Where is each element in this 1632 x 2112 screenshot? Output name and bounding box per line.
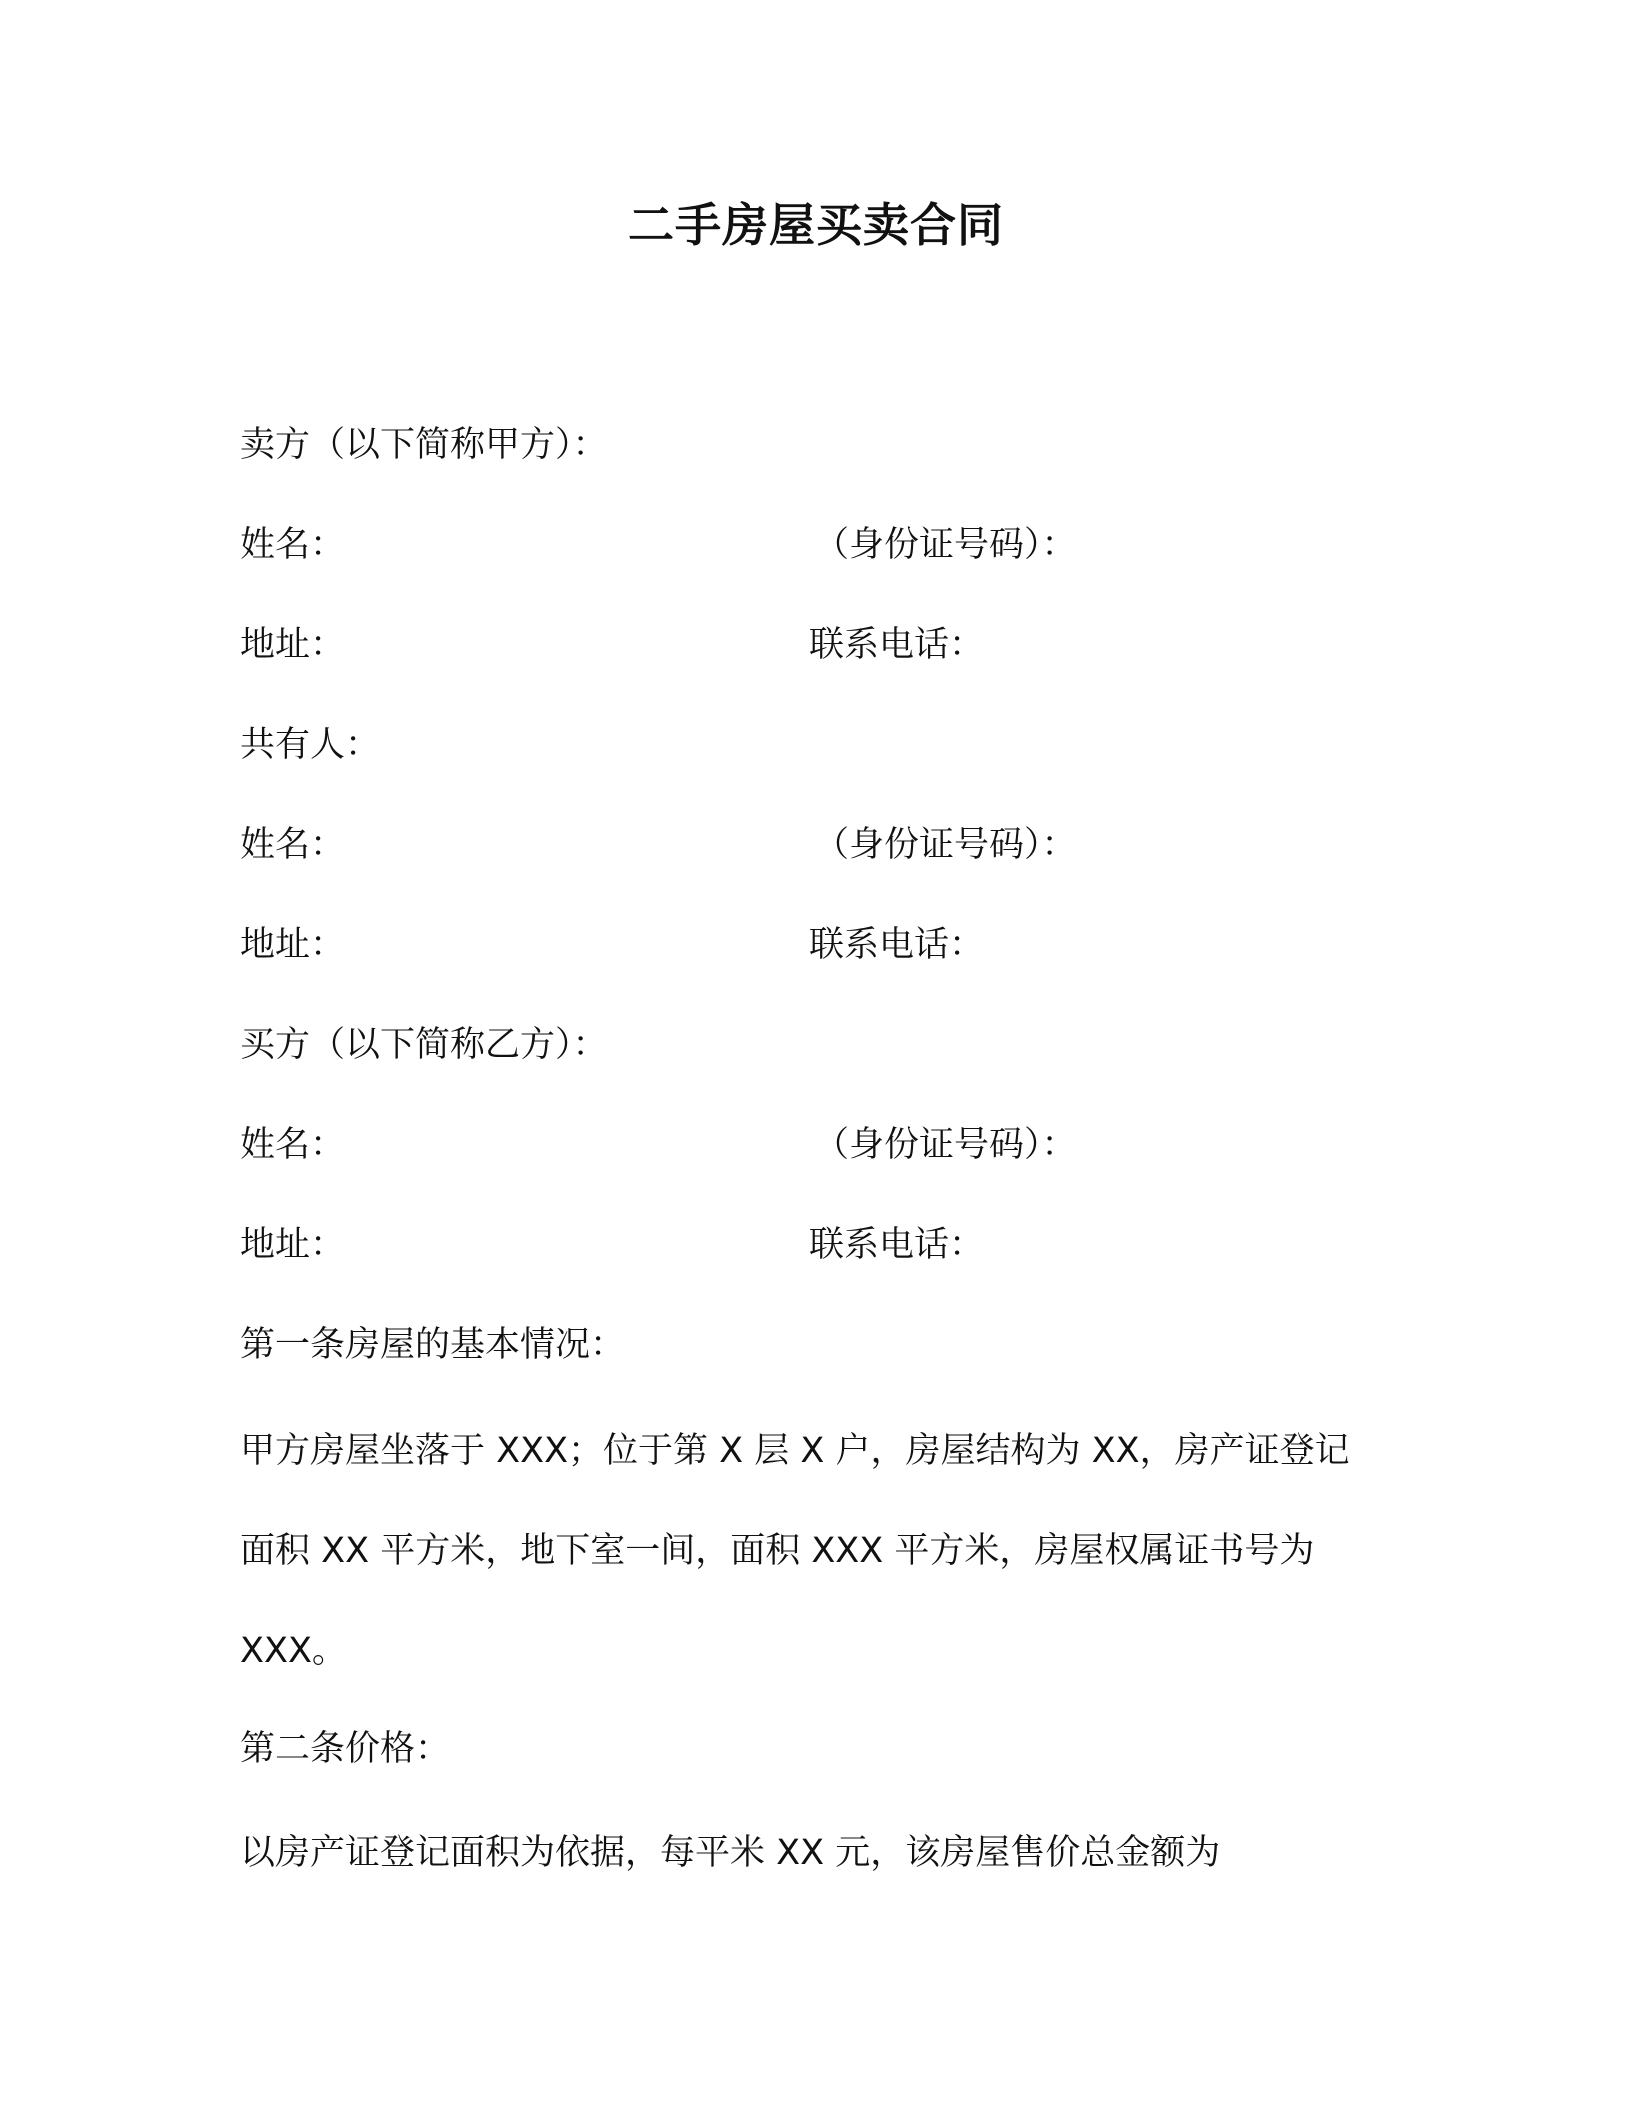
buyer-phone-label: 联系电话： — [809, 1225, 985, 1265]
article1-line: 面积 XX 平方米，地下室一间，面积 XXX 平方米，房屋权属证书号为 — [240, 1531, 1315, 1571]
article2-heading: 第二条价格： — [240, 1729, 451, 1769]
seller-id-label: （身份证号码）： — [814, 525, 1077, 565]
buyer-name-label: 姓名： — [240, 1125, 346, 1165]
buyer-heading: 买方（以下简称乙方）： — [240, 1025, 608, 1065]
coowner-id-label: （身份证号码）： — [814, 825, 1077, 865]
seller-heading: 卖方（以下简称甲方）： — [240, 425, 608, 465]
seller-address-label: 地址： — [240, 625, 346, 665]
seller-name-label: 姓名： — [240, 525, 346, 565]
coowner-phone-label: 联系电话： — [809, 925, 985, 965]
seller-phone-label: 联系电话： — [809, 625, 985, 665]
coowner-heading: 共有人： — [240, 725, 381, 765]
buyer-id-label: （身份证号码）： — [814, 1125, 1077, 1165]
article1-line: 甲方房屋坐落于 XXX；位于第 X 层 X 户，房屋结构为 XX，房产证登记 — [240, 1431, 1350, 1471]
article1-line: XXX。 — [240, 1631, 347, 1671]
article2-line: 以房产证登记面积为依据，每平米 XX 元，该房屋售价总金额为 — [240, 1833, 1221, 1873]
coowner-address-label: 地址： — [240, 925, 346, 965]
coowner-name-label: 姓名： — [240, 825, 346, 865]
document-title: 二手房屋买卖合同 — [628, 198, 1004, 252]
buyer-address-label: 地址： — [240, 1225, 346, 1265]
article1-heading: 第一条房屋的基本情况： — [240, 1325, 626, 1365]
